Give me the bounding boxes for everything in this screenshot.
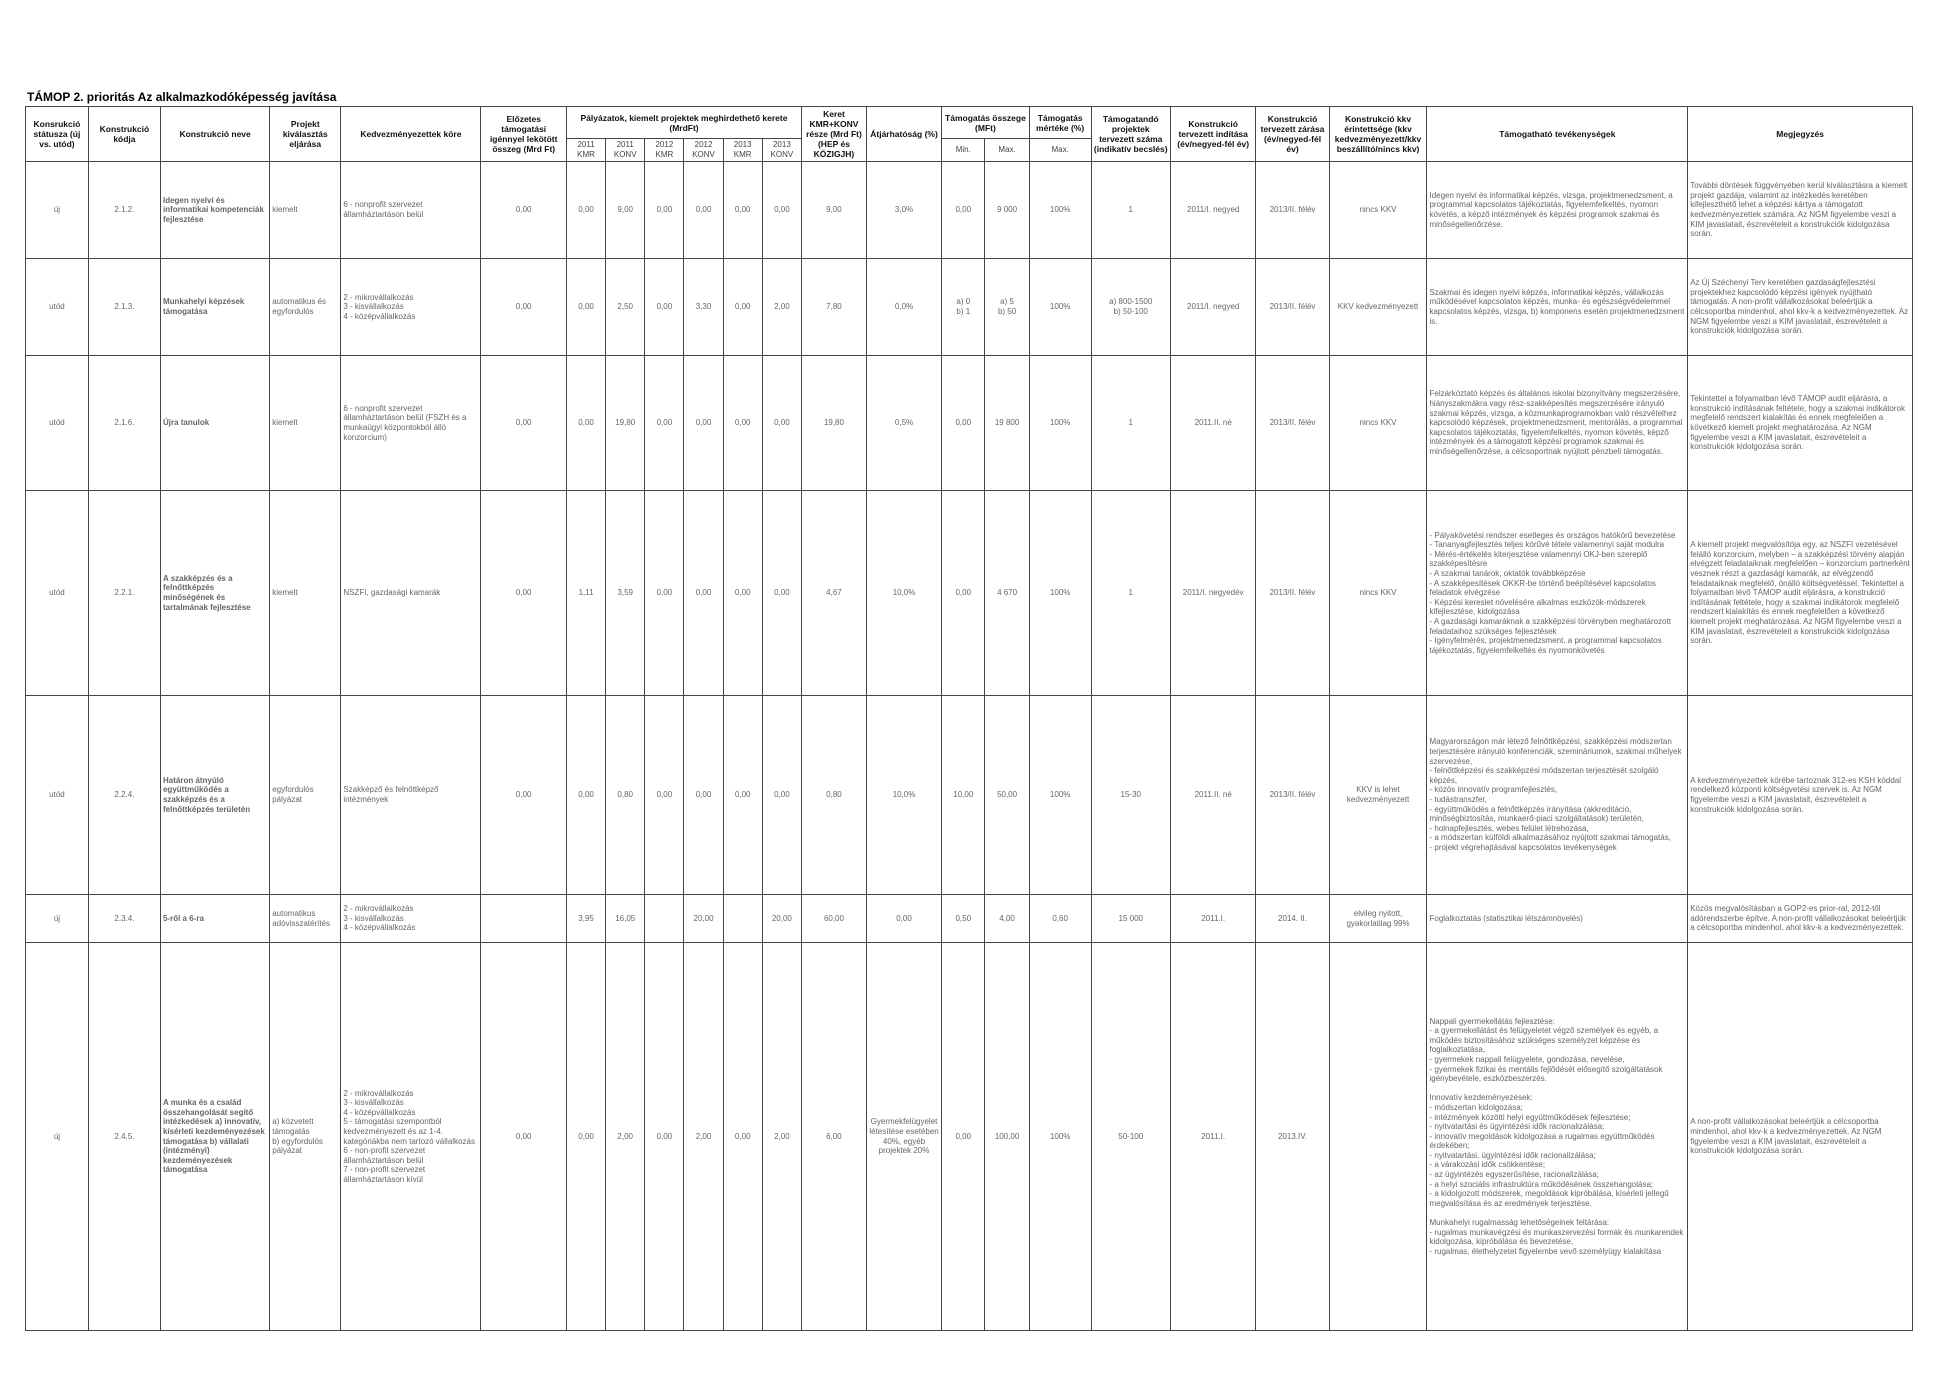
code-cell: 2.1.2. xyxy=(88,162,160,259)
status-cell: új xyxy=(26,162,89,259)
code-cell: 2.4.5. xyxy=(88,943,160,1331)
frame-2011-kmr-cell: 0,00 xyxy=(566,696,605,895)
frame-2012-kmr-cell: 0,00 xyxy=(645,696,684,895)
header-2013-konv: 2013 KONV xyxy=(762,139,801,162)
remarks-cell: A kedvezményezettek körébe tartoznak 312-es KSH kóddal rendelkező központi költségvetési szervek is. Az NGM figyelembe veszi a KIM javaslatait, észrevételeit a konstrukciók kidolgozása során. xyxy=(1688,696,1913,895)
frame-2013-kmr-cell: 0,00 xyxy=(723,356,762,491)
prior-cell: 0,00 xyxy=(481,491,567,696)
code-cell: 2.2.4. xyxy=(88,696,160,895)
kkv-cell: nincs KKV xyxy=(1329,491,1427,696)
inditas-cell: 2011.II. né xyxy=(1170,356,1256,491)
header-2012-konv: 2012 KONV xyxy=(684,139,723,162)
zaras-cell: 2013/II. félév xyxy=(1256,696,1329,895)
kkv-cell: elvileg nyitott, gyakorlatilag 99% xyxy=(1329,895,1427,943)
activities-cell: Magyarországon már létező felnőttképzési, szakképzési módszertan terjesztésére irányuló konferenciák, szemináriumok, szakmai műhelyek szervezése, - felnőttképzési és szakképzési módszertan terjesztését szolgáló képzés, - közös innovatív programfejlesztés, - tudástranszfer, - együttműködés a felnőttképzés irányítása (akkreditáció, minőségbiztosítás, munkaerő-piaci szolgáltatások) területén, - holnapfejlesztés, webes felület létrehozása, - a módszertan külföldi alkalmazásához nyújtott szakmai támogatás, - projekt végrehajtásával kapcsolatos tevékenységek xyxy=(1427,696,1688,895)
header-name: Konstrukció neve xyxy=(160,107,269,162)
frame-2011-konv-cell: 0,80 xyxy=(606,696,645,895)
status-cell: utód xyxy=(26,259,89,356)
prior-cell: 0,00 xyxy=(481,356,567,491)
status-cell: utód xyxy=(26,356,89,491)
frame-2013-konv-cell: 0,00 xyxy=(762,491,801,696)
frame-2011-kmr-cell: 0,00 xyxy=(566,162,605,259)
frame-2013-konv-cell: 0,00 xyxy=(762,162,801,259)
zaras-cell: 2013.IV. xyxy=(1256,943,1329,1331)
header-prior: Előzetes támogatási igénnyel lekötött összeg (Mrd Ft) xyxy=(481,107,567,162)
atjar-cell: 10,0% xyxy=(866,696,941,895)
inditas-cell: 2011/I. negyedév xyxy=(1170,491,1256,696)
selection-cell: kiemelt xyxy=(270,491,341,696)
beneficiaries-cell: NSZFI, gazdasági kamarák xyxy=(341,491,481,696)
frame-2012-konv-cell: 2,00 xyxy=(684,943,723,1331)
header-atjar: Átjárhatóság (%) xyxy=(866,107,941,162)
header-megjegyzes: Megjegyzés xyxy=(1688,107,1913,162)
header-mertek-max: Max. xyxy=(1029,139,1091,162)
frame-2011-kmr-cell: 1,11 xyxy=(566,491,605,696)
header-inditas: Konstrukció tervezett indítása (év/negyed-fél év) xyxy=(1170,107,1256,162)
frame-2011-konv-cell: 16,05 xyxy=(606,895,645,943)
projektek-cell: 15-30 xyxy=(1091,696,1170,895)
name-cell: A munka és a család összehangolását segítő intézkedések a) innovatív, kísérleti kezdeményezések támogatása b) vállalati (intézményi) kezdeményezések támogatása xyxy=(160,943,269,1331)
atjar-cell: Gyermekfelügyelet létesítése esetében 40%, egyéb projektek 20% xyxy=(866,943,941,1331)
beneficiaries-cell: 2 - mikrovállalkozás 3 - kisvállalkozás 4 - középvállalkozás 5 - támogatási szempontból kedvezményezett és az 1-4. kategóriákba nem tartozó vállalkozás 6 - non-profit szervezet államháztartáson belül 7 - non-profit szervezet államháztartáson kívül xyxy=(341,943,481,1331)
header-beneficiaries: Kedvezményezettek köre xyxy=(341,107,481,162)
header-2012-kmr: 2012 KMR xyxy=(645,139,684,162)
prior-cell: 0,00 xyxy=(481,162,567,259)
projektek-cell: 1 xyxy=(1091,162,1170,259)
max-cell: 19 800 xyxy=(985,356,1029,491)
header-status: Konsrukció státusza (új vs. utód) xyxy=(26,107,89,162)
frame-2011-konv-cell: 2,50 xyxy=(606,259,645,356)
code-cell: 2.2.1. xyxy=(88,491,160,696)
frame-2012-kmr-cell: 0,00 xyxy=(645,356,684,491)
keret-cell: 4,67 xyxy=(802,491,867,696)
activities-cell: Idegen nyelvi és informatikai képzés, vizsga, projektmenedzsment, a programmal kapcsolatos tájékoztatás, figyelemfelkeltés, nyomon követés, a képző intézmények és képzési programok szakmai és minőségellenőrzése. xyxy=(1427,162,1688,259)
header-tam-osszeg: Támogatás összege (MFt) xyxy=(942,107,1030,139)
keret-cell: 6,00 xyxy=(802,943,867,1331)
kkv-cell xyxy=(1329,943,1427,1331)
frame-2011-kmr-cell: 0,00 xyxy=(566,943,605,1331)
activities-cell: Nappali gyermekellátás fejlesztése: - a gyermekellátást és felügyeletet végző személyek és egyéb, a működés biztosításához szükséges személyzet képzése és foglalkoztatása, - gyermekek nappali felügyelete, gondozása, nevelése, - gyermekek fizikai és mentális fejlődését elősegítő szolgáltatások igénybevétele, eszközbeszerzés. Innovatív kezdeményezések: - módszertan kidolgozása; - intézmények közötti helyi együttműködések fejlesztése; - nyitvatartási és ügyintézési idők racionalizálása; - innovatív megoldások kidolgozása a rugalmas együttműködés érdekében; - nyitvatartási, ügyintézési idők racionalizálása; - a várakozási idők csökkentése; - az ügyintézés egyszerűsítése, racionalizálása; - a helyi szociális infrastruktúra működésének összehangolása; - a kidolgozott módszerek, megoldások kipróbálása, kísérleti jellegű megvalósítása és az eredmények terjesztése. Munkahelyi rugalmasság lehetőségeinek feltárása: - rugalmas munkavégzési és munkaszervezési formák és munkarendek kidolgozása, kipróbálása és bevezetése, - rugalmas, élethelyzetet figyelembe vevő személyügy kialakítása xyxy=(1427,943,1688,1331)
frame-2013-kmr-cell: 0,00 xyxy=(723,259,762,356)
remarks-cell: Közös megvalósításban a GOP2-es prior-ral, 2012-től adórendszerbe építve. A non-profit vállalkozásokat beleértjük a célcsoportba mindenhol, ahol kkv-k a kedvezményezettek. xyxy=(1688,895,1913,943)
status-cell: utód xyxy=(26,696,89,895)
min-cell: 0,00 xyxy=(942,356,985,491)
kkv-cell: KKV kedvezményezett xyxy=(1329,259,1427,356)
zaras-cell: 2013/II. félév xyxy=(1256,259,1329,356)
header-max: Max. xyxy=(985,139,1029,162)
header-code: Konstrukció kódja xyxy=(88,107,160,162)
projektek-cell: 1 xyxy=(1091,356,1170,491)
prior-cell xyxy=(481,895,567,943)
frame-2013-kmr-cell: 0,00 xyxy=(723,162,762,259)
header-2011-kmr: 2011 KMR xyxy=(566,139,605,162)
table-row xyxy=(26,259,1913,356)
frame-2013-konv-cell: 0,00 xyxy=(762,356,801,491)
beneficiaries-cell: 2 - mikrovállalkozás 3 - kisvállalkozás 4 - középvállalkozás xyxy=(341,259,481,356)
prior-cell: 0,00 xyxy=(481,259,567,356)
mertek-cell: 100% xyxy=(1029,356,1091,491)
beneficiaries-cell: 2 - mikrovállalkozás 3 - kisvállalkozás 4 - középvállalkozás xyxy=(341,895,481,943)
max-cell: 100,00 xyxy=(985,943,1029,1331)
mertek-cell: 100% xyxy=(1029,943,1091,1331)
frame-2013-konv-cell: 0,00 xyxy=(762,696,801,895)
projektek-cell: a) 800-1500 b) 50-100 xyxy=(1091,259,1170,356)
header-tam-mertek: Támogatás mértéke (%) xyxy=(1029,107,1091,139)
atjar-cell: 0,0% xyxy=(866,259,941,356)
min-cell: 0,00 xyxy=(942,943,985,1331)
frame-2012-kmr-cell: 0,00 xyxy=(645,259,684,356)
name-cell: 5-ről a 6-ra xyxy=(160,895,269,943)
frame-2011-kmr-cell: 3,95 xyxy=(566,895,605,943)
activities-cell: - Pályakövetési rendszer esetleges és országos hatókörű bevezetése - Tananyagfejlesztés teljes körűvé tétele valamennyi saját modulra - Mérés-értékelés kiterjesztése valamennyi OKJ-ben szereplő szakképesítésre - A szakmai tanárok, oktatók továbbképzése - A szakképesítések OKKR-be történő beépítésével kapcsolatos feladatok elvégzése - Képzési kereslet növelésére alkalmas eszközök-módszerek kifejlesztése, kidolgozása - A gazdasági kamaráknak a szakképzési törvényben meghatározott feladataihoz szükséges fejlesztések - Igényfelmérés, projektmenedzsment, a programmal kapcsolatos tájékoztatás, figyelemfelkeltés és nyomonkövetés xyxy=(1427,491,1688,696)
zaras-cell: 2014. II. xyxy=(1256,895,1329,943)
mertek-cell: 100% xyxy=(1029,259,1091,356)
selection-cell: egyfordulós pályázat xyxy=(270,696,341,895)
name-cell: Munkahelyi képzések támogatása xyxy=(160,259,269,356)
projektek-cell: 15 000 xyxy=(1091,895,1170,943)
frame-2012-kmr-cell: 0,00 xyxy=(645,491,684,696)
selection-cell: automatikus és egyfordulós xyxy=(270,259,341,356)
table-row xyxy=(26,895,1913,943)
frame-2012-kmr-cell xyxy=(645,895,684,943)
frame-2013-kmr-cell: 0,00 xyxy=(723,696,762,895)
table-row xyxy=(26,162,1913,259)
min-cell: 0,00 xyxy=(942,162,985,259)
frame-2012-konv-cell: 3,30 xyxy=(684,259,723,356)
table-row xyxy=(26,491,1913,696)
projektek-cell: 50-100 xyxy=(1091,943,1170,1331)
frame-2011-konv-cell: 19,80 xyxy=(606,356,645,491)
prior-cell: 0,00 xyxy=(481,943,567,1331)
atjar-cell: 0,00 xyxy=(866,895,941,943)
mertek-cell: 100% xyxy=(1029,696,1091,895)
table-row xyxy=(26,356,1913,491)
frame-2013-kmr-cell: 0,00 xyxy=(723,491,762,696)
inditas-cell: 2011.I. xyxy=(1170,943,1256,1331)
header-zaras: Konstrukció tervezett zárása (év/negyed-fél év) xyxy=(1256,107,1329,162)
name-cell: Határon átnyúló együttműködés a szakképzés és a felnőttképzés területén xyxy=(160,696,269,895)
keret-cell: 19,80 xyxy=(802,356,867,491)
status-cell: utód xyxy=(26,491,89,696)
selection-cell: automatikus adóvisszatérítés xyxy=(270,895,341,943)
inditas-cell: 2011.I. xyxy=(1170,895,1256,943)
remarks-cell: Tekintettel a folyamatban lévő TÁMOP audit eljárásra, a konstrukció indításának feltétele, hogy a szakmai indikátorok megfelelő rendszert kialakítás és ennek megfelelően a következő kiemelt projekt meghatározása. Az NGM figyelembe veszi a KIM javaslatait, észrevételeit a konstrukciók kidolgozása során. xyxy=(1688,356,1913,491)
frame-2012-kmr-cell: 0,00 xyxy=(645,943,684,1331)
frame-2012-konv-cell: 20,00 xyxy=(684,895,723,943)
header-kkv: Konstrukció kkv érintettsége (kkv kedvezményezett/kkv beszállító/nincs kkv) xyxy=(1329,107,1427,162)
kkv-cell: nincs KKV xyxy=(1329,162,1427,259)
remarks-cell: További döntések függvényében kerül kiválasztásra a kiemelt projekt gazdája, valamint az intézkedés keretében kifejleszthető lehet a képzési kártya a támogatott kedvezményezettek számára. Az NGM figyelembe veszi a KIM javaslatait, észrevételeit a konstrukciók kidolgozása során. xyxy=(1688,162,1913,259)
min-cell: 10,00 xyxy=(942,696,985,895)
remarks-cell: A kiemelt projekt megvalósítója egy, az NSZFI vezetésével felálló konzorcium, melyben – a szakképzési törvény alapján elvégzett feladataiknak megfelelően – konzorcium partnerként vesznek részt a gazdasági kamarák, az elvégzendő feladataiknak megfelelő, önálló költségvetéssel. Tekintettel a folyamatban lévő TÁMOP audit eljárásra, a konstrukció indításának feltétele, hogy a szakmai indikátorok megfelelő rendszert kialakítás és ennek megfelelően a következő kiemelt projekt meghatározása. Az NGM figyelembe veszi a KIM javaslatait, észrevételeit a konstrukciók kidolgozása során. xyxy=(1688,491,1913,696)
frame-2011-kmr-cell: 0,00 xyxy=(566,356,605,491)
selection-cell: kiemelt xyxy=(270,162,341,259)
selection-cell: kiemelt xyxy=(270,356,341,491)
keret-cell: 0,80 xyxy=(802,696,867,895)
beneficiaries-cell: 6 - nonprofit szervezet államháztartáson belül xyxy=(341,162,481,259)
status-cell: új xyxy=(26,895,89,943)
table-row xyxy=(26,943,1913,1331)
header-frames: Pályázatok, kiemelt projektek meghirdethető kerete (MrdFt) xyxy=(566,107,801,139)
max-cell: a) 5 b) 50 xyxy=(985,259,1029,356)
keret-cell: 9,00 xyxy=(802,162,867,259)
header-2013-kmr: 2013 KMR xyxy=(723,139,762,162)
frame-2012-konv-cell: 0,00 xyxy=(684,162,723,259)
min-cell: a) 0 b) 1 xyxy=(942,259,985,356)
remarks-cell: Az Új Széchenyi Terv keretében gazdaságfejlesztési projektekhez kapcsolódó képzési igények nyújtható támogatás. A non-profit vállalkozásokat beleértjük a célcsoportba mindenhol, ahol kkv-k a kedvezményezettek. Az NGM figyelembe veszi a KIM javaslatait, észrevételeit a konstrukciók kidolgozása során. xyxy=(1688,259,1913,356)
frame-2012-kmr-cell: 0,00 xyxy=(645,162,684,259)
name-cell: Idegen nyelvi és informatikai kompetenciák fejlesztése xyxy=(160,162,269,259)
name-cell: A szakképzés és a felnőttképzés minőségének és tartalmának fejlesztése xyxy=(160,491,269,696)
frame-2012-konv-cell: 0,00 xyxy=(684,696,723,895)
frame-2011-konv-cell: 3,59 xyxy=(606,491,645,696)
min-cell: 0,50 xyxy=(942,895,985,943)
frame-2013-kmr-cell: 0,00 xyxy=(723,943,762,1331)
header-keret: Keret KMR+KONV része (Mrd Ft) (HEP és KÖZIGJH) xyxy=(802,107,867,162)
frame-2013-kmr-cell xyxy=(723,895,762,943)
mertek-cell: 0,60 xyxy=(1029,895,1091,943)
keret-cell: 60,00 xyxy=(802,895,867,943)
header-tevekenysegek: Támogatható tevékenységek xyxy=(1427,107,1688,162)
beneficiaries-cell: Szakképző és felnőttképző intézmények xyxy=(341,696,481,895)
header-min: Min. xyxy=(942,139,985,162)
max-cell: 9 000 xyxy=(985,162,1029,259)
inditas-cell: 2011.II. né xyxy=(1170,696,1256,895)
activities-cell: Felzárkóztató képzés és általános iskolai bizonyítvány megszerzésére, hiányszakmákra vagy rész-szakképesítés megszerzésére irányuló szakmai képzés, vizsga, a közmunkaprogramokban való részvételhez kapcsolódó képzések, projektmenedzsment, mentorálás, a programmal kapcsolatos tájékoztatás, figyelemfelkeltés, nyomon követés, képző intézmények és a támogatott képzési programok szakmai és minőségellenőrzése, a célcsoportnak nyújtott pénzbeli támogatás. xyxy=(1427,356,1688,491)
atjar-cell: 3,0% xyxy=(866,162,941,259)
frame-2011-konv-cell: 9,00 xyxy=(606,162,645,259)
inditas-cell: 2011/I. negyed xyxy=(1170,162,1256,259)
activities-cell: Szakmai és idegen nyelvi képzés, informatikai képzés, vállalkozás működésével kapcsolatos képzés, munka- és egészségvédelemmel kapcsolatos képzés, vizsga, b) komponens esetén projektmenedzsment is. xyxy=(1427,259,1688,356)
status-cell: új xyxy=(26,943,89,1331)
frame-2012-konv-cell: 0,00 xyxy=(684,491,723,696)
zaras-cell: 2013/II. félév xyxy=(1256,162,1329,259)
max-cell: 4 670 xyxy=(985,491,1029,696)
name-cell: Újra tanulok xyxy=(160,356,269,491)
max-cell: 50,00 xyxy=(985,696,1029,895)
frame-2011-konv-cell: 2,00 xyxy=(606,943,645,1331)
header-projektek: Támogatandó projektek tervezett száma (indikatív becslés) xyxy=(1091,107,1170,162)
frame-2011-kmr-cell: 0,00 xyxy=(566,259,605,356)
code-cell: 2.1.6. xyxy=(88,356,160,491)
beneficiaries-cell: 6 - nonprofit szervezet államháztartáson belül (FSZH és a munkaügyi központokból álló konzorcium) xyxy=(341,356,481,491)
max-cell: 4,00 xyxy=(985,895,1029,943)
atjar-cell: 10,0% xyxy=(866,491,941,696)
kkv-cell: nincs KKV xyxy=(1329,356,1427,491)
header-2011-konv: 2011 KONV xyxy=(606,139,645,162)
header-selection: Projekt kiválasztás eljárása xyxy=(270,107,341,162)
inditas-cell: 2011/I. negyed xyxy=(1170,259,1256,356)
remarks-cell: A non-profit vállalkozásokat beleértjük a célcsoportba mindenhol, ahol kkv-k a kedvezményezettek. Az NGM figyelembe veszi a KIM javaslatait, észrevételeit a konstrukciók kidolgozása során. xyxy=(1688,943,1913,1331)
min-cell: 0,00 xyxy=(942,491,985,696)
frame-2012-konv-cell: 0,00 xyxy=(684,356,723,491)
frame-2013-konv-cell: 2,00 xyxy=(762,943,801,1331)
prior-cell: 0,00 xyxy=(481,696,567,895)
keret-cell: 7,80 xyxy=(802,259,867,356)
atjar-cell: 0,5% xyxy=(866,356,941,491)
frame-2013-konv-cell: 2,00 xyxy=(762,259,801,356)
projektek-cell: 1 xyxy=(1091,491,1170,696)
activities-cell: Foglalkoztatás (statisztikai létszámnövelés) xyxy=(1427,895,1688,943)
code-cell: 2.1.3. xyxy=(88,259,160,356)
zaras-cell: 2013/II. félév xyxy=(1256,356,1329,491)
mertek-cell: 100% xyxy=(1029,491,1091,696)
page-title: TÁMOP 2. prioritás Az alkalmazkodóképesség javítása xyxy=(27,90,337,104)
code-cell: 2.3.4. xyxy=(88,895,160,943)
zaras-cell: 2013/II. félév xyxy=(1256,491,1329,696)
kkv-cell: KKV is lehet kedvezményezett xyxy=(1329,696,1427,895)
table-row xyxy=(26,696,1913,895)
frame-2013-konv-cell: 20,00 xyxy=(762,895,801,943)
construction-table xyxy=(25,106,1913,1331)
selection-cell: a) közvetett támogatás b) egyfordulós pályázat xyxy=(270,943,341,1331)
mertek-cell: 100% xyxy=(1029,162,1091,259)
